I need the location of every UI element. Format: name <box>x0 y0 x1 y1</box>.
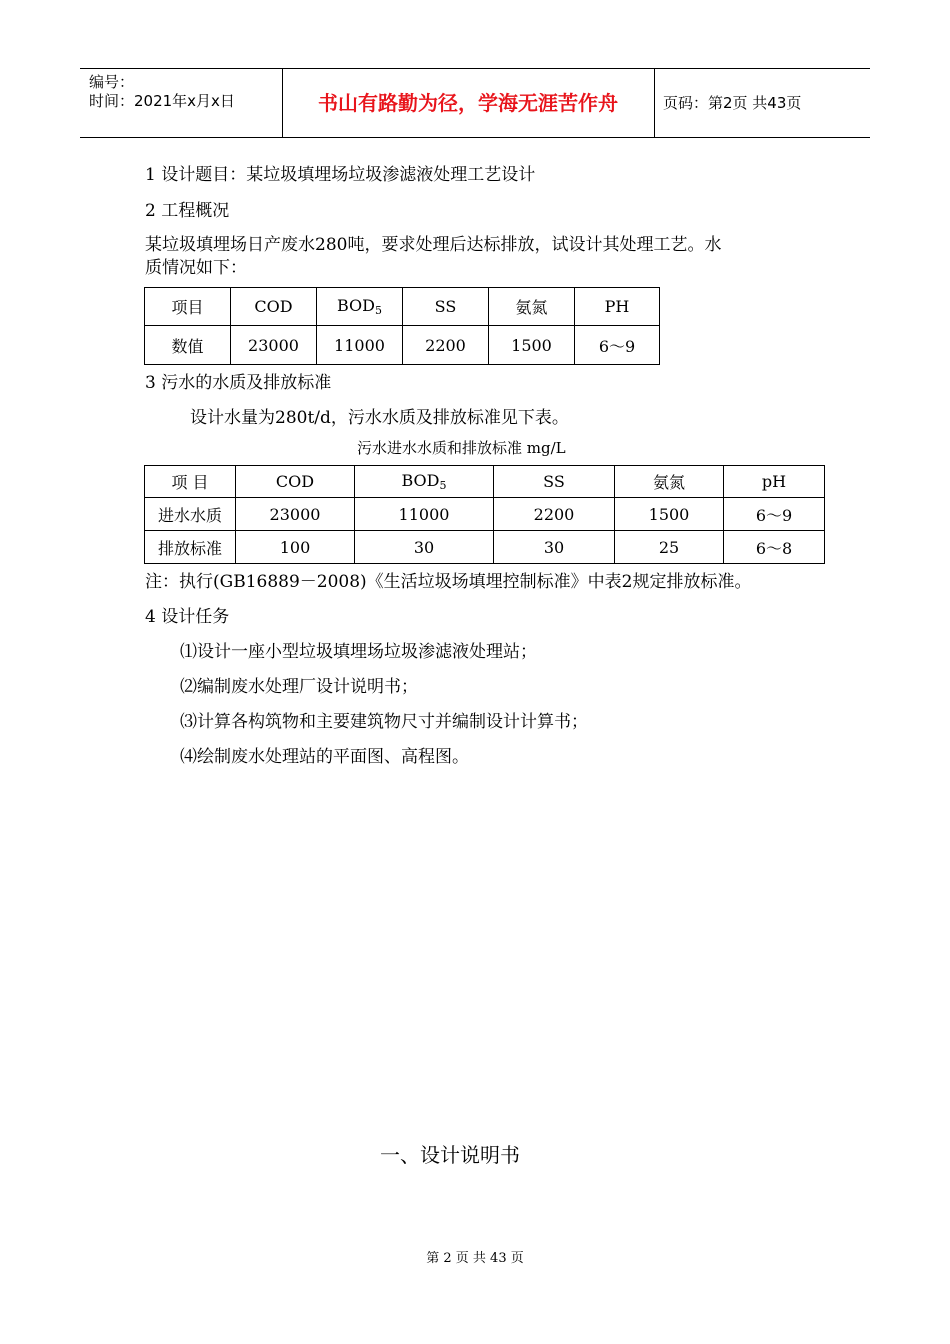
water-quality-table <box>144 287 660 365</box>
task-item: ⑴设计一座小型垃圾填埋场垃圾渗滤液处理站； <box>180 642 537 662</box>
standard-note: 注：执行(GB16889－2008)《生活垃圾场填埋控制标准》中表2规定排放标准。 <box>145 572 752 592</box>
table-cell: 100 <box>236 531 355 564</box>
section-2-paragraph-line2: 质情况如下： <box>145 258 247 278</box>
table-cell: 数值 <box>145 326 231 365</box>
table-header-row <box>145 466 825 498</box>
chapter-title: 一、设计说明书 <box>380 1143 520 1167</box>
table-header-cell: SS <box>494 466 615 498</box>
time-label: 时间：2021年x月x日 <box>89 92 235 110</box>
header-divider <box>654 69 655 137</box>
table-row <box>145 498 825 531</box>
table-cell: 1500 <box>489 326 575 365</box>
table-2-caption: 污水进水水质和排放标准 mg/L <box>357 439 566 457</box>
section-3-paragraph: 设计水量为280t/d，污水水质及排放标准见下表。 <box>190 408 569 428</box>
table-cell: 23000 <box>231 326 317 365</box>
table-cell: 1500 <box>615 498 724 531</box>
table-cell: 25 <box>615 531 724 564</box>
page-footer: 第 2 页 共 43 页 <box>426 1251 524 1266</box>
section-2-heading: 2 工程概况 <box>145 201 230 221</box>
table-header-cell: PH <box>575 288 660 326</box>
table-header-cell: 项 目 <box>145 466 236 498</box>
table-header-cell: 氨氮 <box>615 466 724 498</box>
table-row <box>145 326 660 365</box>
table-cell: 30 <box>494 531 615 564</box>
table-cell: 30 <box>355 531 494 564</box>
bod-subscript: 5 <box>375 304 382 317</box>
table-header-row <box>145 288 660 326</box>
section-3-heading: 3 污水的水质及排放标准 <box>145 373 332 393</box>
header-motto: 书山有路勤为径，学海无涯苦作舟 <box>318 91 618 115</box>
section-4-heading: 4 设计任务 <box>145 607 230 627</box>
table-cell: 23000 <box>236 498 355 531</box>
task-item: ⑶计算各构筑物和主要建筑物尺寸并编制设计计算书； <box>180 712 588 732</box>
table-header-cell: 氨氮 <box>489 288 575 326</box>
table-cell: 进水水质 <box>145 498 236 531</box>
table-header-cell: pH <box>724 466 825 498</box>
table-header-cell: COD <box>231 288 317 326</box>
table-cell: 2200 <box>403 326 489 365</box>
table-cell: 11000 <box>317 326 403 365</box>
discharge-standard-table <box>144 465 825 564</box>
table-header-cell: SS <box>403 288 489 326</box>
task-item: ⑵编制废水处理厂设计说明书； <box>180 677 418 697</box>
task-item: ⑷绘制废水处理站的平面图、高程图。 <box>180 747 469 767</box>
table-header-cell <box>317 288 403 326</box>
page-header <box>80 68 870 138</box>
page-info: 页码：第2页 共43页 <box>663 94 802 112</box>
table-cell: 2200 <box>494 498 615 531</box>
table-cell: 11000 <box>355 498 494 531</box>
table-cell: 6～8 <box>724 531 825 564</box>
table-header-cell: 项目 <box>145 288 231 326</box>
table-header-cell: COD <box>236 466 355 498</box>
table-cell: 6～9 <box>724 498 825 531</box>
bod-label: BOD <box>337 296 375 315</box>
table-header-cell <box>355 466 494 498</box>
table-cell: 排放标准 <box>145 531 236 564</box>
table-cell: 6～9 <box>575 326 660 365</box>
bod-label: BOD <box>401 471 440 490</box>
section-1-heading: 1 设计题目：某垃圾填埋场垃圾渗滤液处理工艺设计 <box>145 165 536 185</box>
header-meta <box>89 73 235 111</box>
bod-subscript: 5 <box>439 479 447 492</box>
number-label: 编号： <box>89 73 135 91</box>
table-row <box>145 531 825 564</box>
section-2-paragraph-line1: 某垃圾填埋场日产废水280吨，要求处理后达标排放，试设计其处理工艺。水 <box>145 235 722 255</box>
